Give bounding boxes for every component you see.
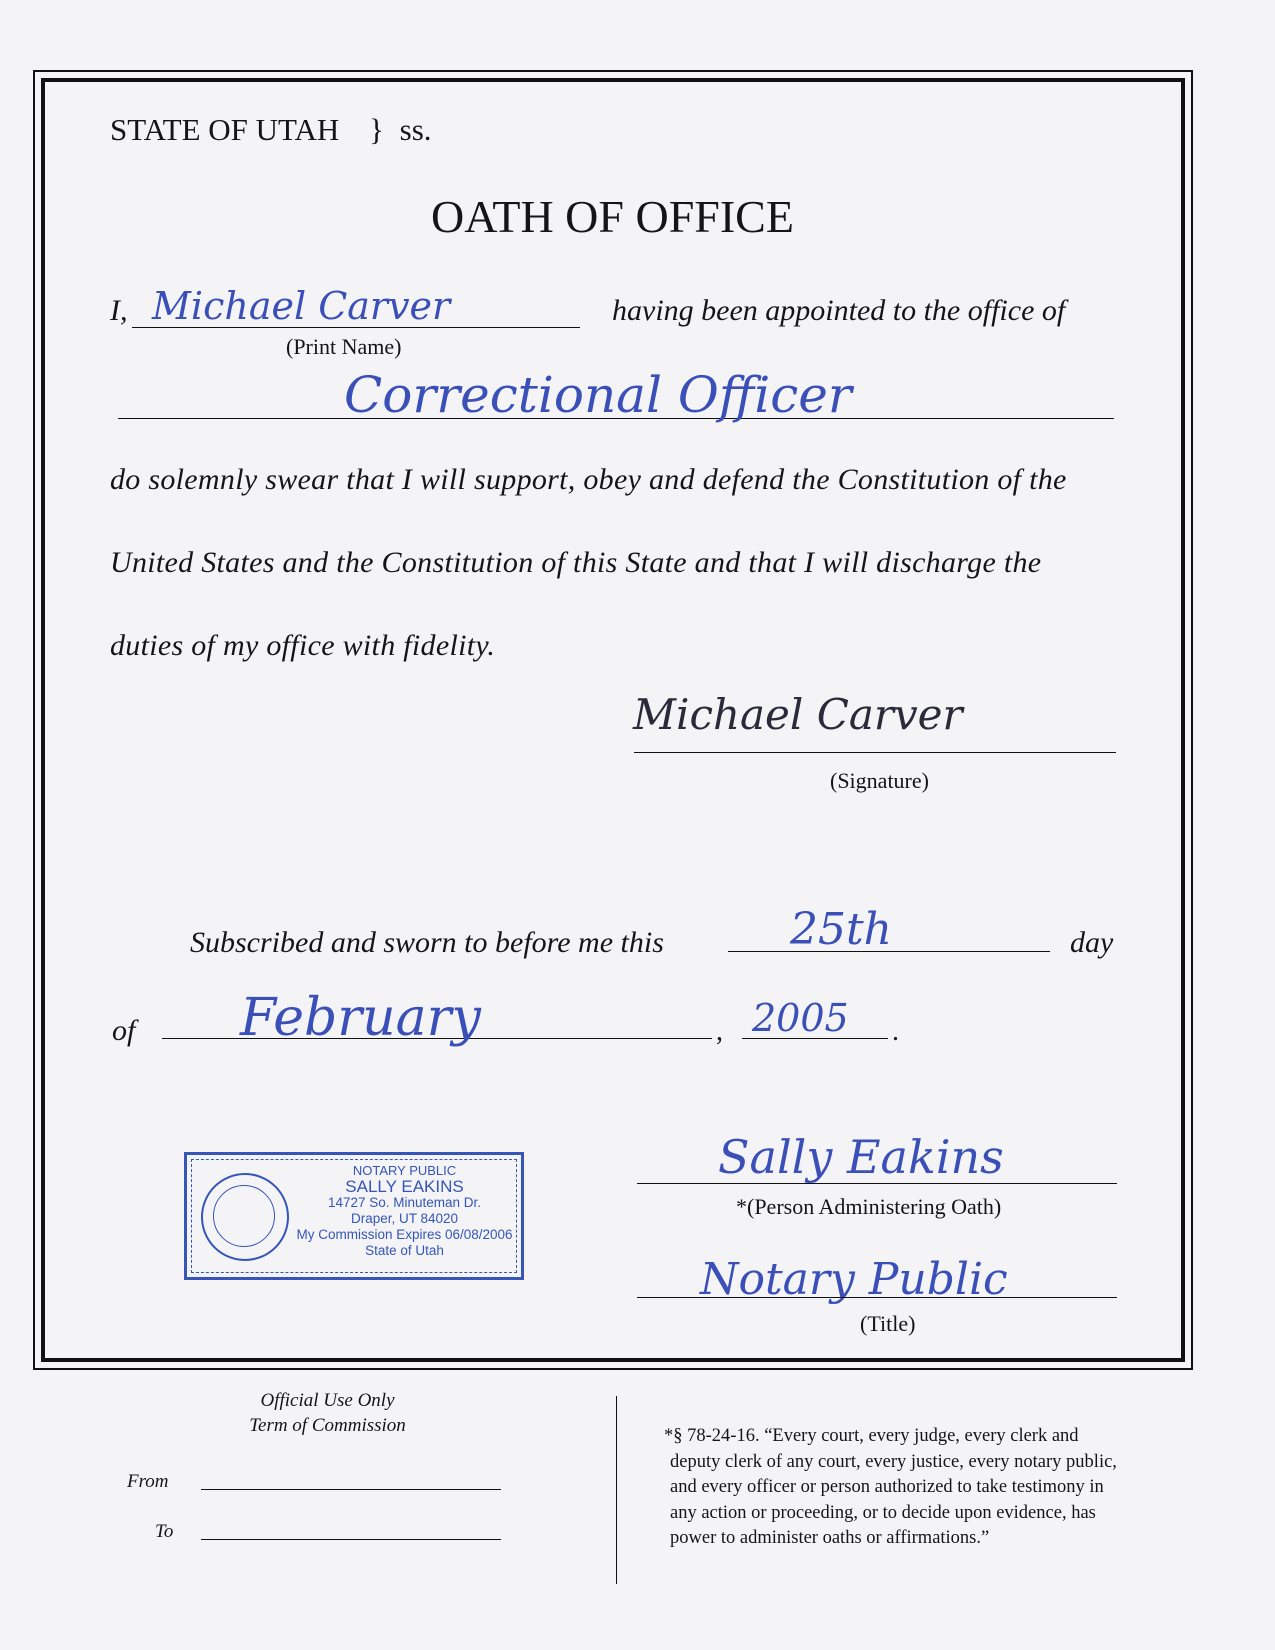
official-use-heading (220, 1388, 435, 1438)
footnote-line-2: deputy clerk of any court, every justice, every notary public, (670, 1451, 1117, 1472)
state-seal-icon (201, 1173, 289, 1261)
stamp-line-2: SALLY EAKINS (345, 1177, 464, 1196)
vertical-divider (616, 1396, 617, 1584)
footnote-line-5: power to administer oaths or affirmations.” (670, 1528, 990, 1548)
state-brace: } (369, 112, 384, 147)
title-caption: (Title) (860, 1311, 916, 1336)
administrator-signature: Sally Eakins (718, 1130, 1004, 1184)
oath-line-3: duties of my office with fidelity. (110, 629, 496, 662)
name-caption: (Print Name) (286, 334, 402, 359)
title-line (637, 1297, 1117, 1298)
intro-suffix: having been appointed to the office of (612, 294, 1066, 327)
footnote-line-4: any action or proceeding, or to decide upon evidence, has (670, 1502, 1096, 1523)
period: . (892, 1016, 899, 1047)
day-handwriting: 25th (790, 904, 893, 955)
official-use-line-2: Term of Commission (249, 1415, 406, 1436)
administrator-caption: *(Person Administering Oath) (736, 1194, 1002, 1219)
seal-ring (213, 1185, 275, 1247)
official-use-line-1: Official Use Only (260, 1390, 395, 1411)
name-handwriting: Michael Carver (152, 284, 451, 328)
intro-prefix: I, (110, 294, 128, 327)
administrator-line (637, 1183, 1117, 1184)
month-handwriting: February (240, 988, 481, 1048)
footnote-line-3: and every officer or person authorized to take testimony in (670, 1477, 1104, 1497)
day-word: day (1070, 926, 1114, 959)
from-label: From (127, 1471, 169, 1492)
sworn-text: Subscribed and sworn to before me this (190, 926, 664, 959)
signature-caption: (Signature) (830, 768, 929, 793)
notary-stamp (184, 1152, 524, 1280)
state-ss: ss. (399, 112, 432, 147)
comma: , (716, 1016, 723, 1047)
oath-line-1: do solemnly swear that I will support, obey and defend the Constitution of the (110, 463, 1067, 496)
stamp-line-4: Draper, UT 84020 (350, 1211, 459, 1226)
state-heading (110, 112, 432, 148)
stamp-line-6: State of Utah (365, 1243, 444, 1258)
stamp-line-1: NOTARY PUBLIC (352, 1163, 457, 1178)
office-handwriting: Correctional Officer (344, 366, 852, 424)
to-label: To (155, 1521, 174, 1542)
oath-line-2: United States and the Constitution of this State and that I will discharge the (110, 546, 1042, 579)
of-word: of (112, 1014, 136, 1047)
stamp-line-5: My Commission Expires 06/08/2006 (296, 1227, 513, 1242)
stamp-line-3: 14727 So. Minuteman Dr. (327, 1195, 482, 1210)
document-title: OATH OF OFFICE (431, 191, 794, 242)
signature-line (634, 752, 1116, 753)
statute-footnote (664, 1424, 1204, 1552)
to-line[interactable] (201, 1539, 501, 1540)
state-name: STATE OF UTAH (110, 112, 340, 147)
stamp-text (287, 1163, 522, 1259)
footnote-line-1: *§ 78-24-16. “Every court, every judge, every clerk and (664, 1426, 1079, 1446)
title-handwriting: Notary Public (700, 1254, 1008, 1305)
officer-signature: Michael Carver (633, 690, 963, 739)
year-handwriting: 2005 (752, 996, 849, 1040)
from-line[interactable] (201, 1489, 501, 1490)
